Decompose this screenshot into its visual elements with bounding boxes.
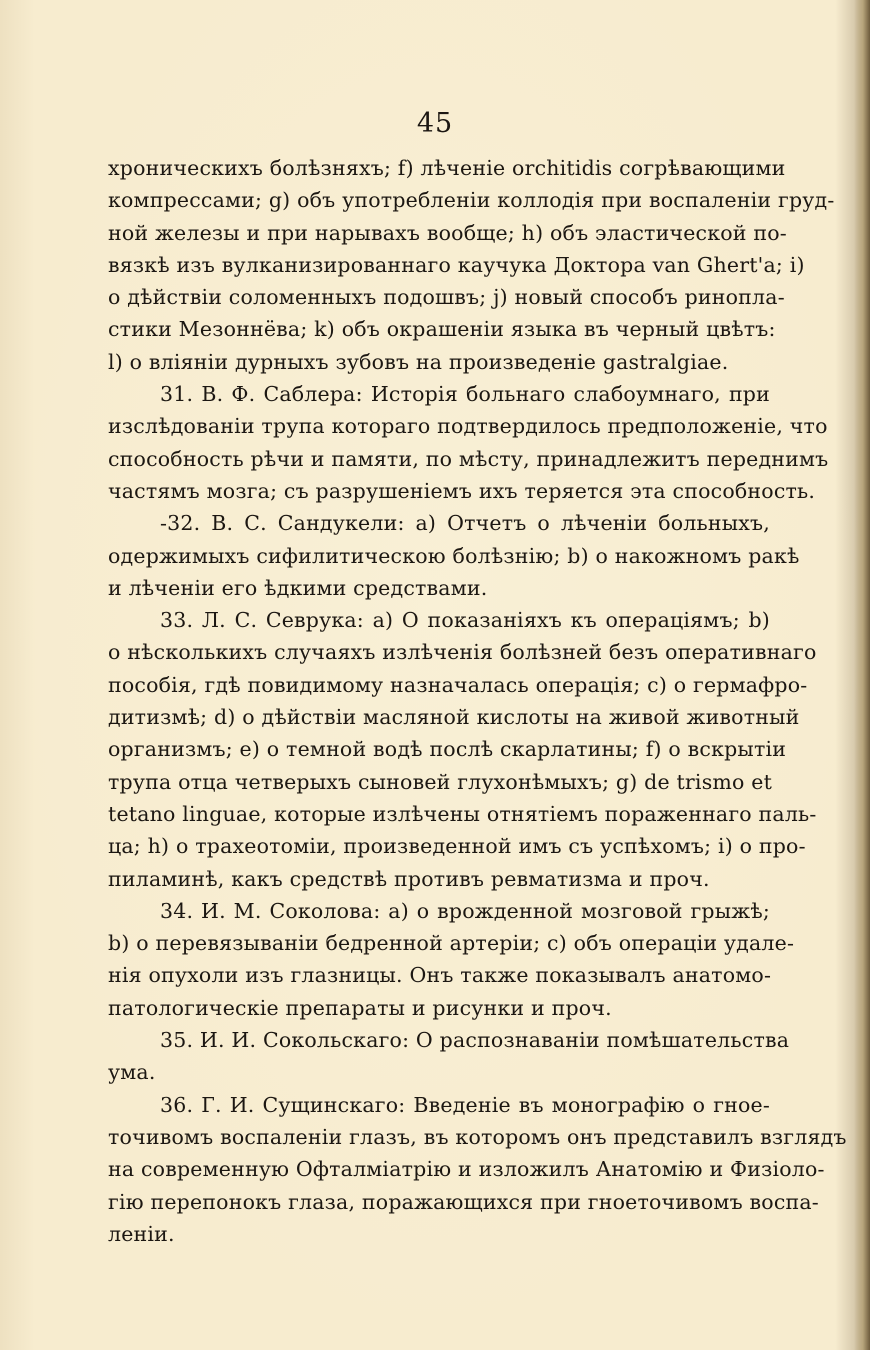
text-line: одержимыхъ сифилитическою болѣзнію; b) о накожномъ ракѣ	[108, 543, 800, 568]
text-line: леніи.	[108, 1221, 175, 1246]
text-line: хроническихъ болѣзняхъ; f) лѣченіе orchitidis согрѣвающими	[108, 156, 786, 180]
text-line: на современную Офталміатрію и изложилъ Анатомію и Физіоло-	[108, 1157, 825, 1182]
text-line: 34. И. М. Соколова: a) о врожденной мозговой грыжѣ;	[160, 898, 770, 923]
text-line: гію перепонокъ глаза, поражающихся при гноеточивомъ воспа-	[108, 1189, 819, 1214]
text-line: трупа отца четверыхъ сыновей глухонѣмыхъ; g) de trismo et	[108, 769, 773, 794]
text-line: вязкѣ изъ вулканизированнаго каучука Доктора van Ghert'a; i)	[108, 252, 805, 277]
text-line: 36. Г. И. Сущинскаго: Введеніе въ монографію о гное-	[160, 1092, 770, 1117]
text-line: дитизмѣ; d) о дѣйствіи масляной кислоты на живой животный	[108, 705, 800, 730]
text-line: точивомъ воспаленіи глазъ, въ которомъ онъ представилъ взглядъ	[108, 1124, 847, 1149]
text-line: 35. И. И. Сокольскаго: О распознаваніи помѣшательства	[160, 1028, 790, 1053]
text-line: о нѣсколькихъ случаяхъ излѣченія болѣзней безъ оперативнаго	[108, 640, 817, 665]
text-line: b) о перевязываніи бедренной артеріи; c) объ операціи удале-	[108, 931, 795, 956]
text-line: пособія, гдѣ повидимому назначалась операція; c) о гермафро-	[108, 672, 808, 697]
text-line: о дѣйствіи соломенныхъ подошвъ; j) новый способъ ринопла-	[108, 285, 785, 310]
text-line: способность рѣчи и памяти, по мѣсту, принадлежитъ переднимъ	[108, 446, 829, 471]
text-line: нія опухоли изъ глазницы. Онъ также показывалъ анатомо-	[108, 963, 772, 988]
text-line: ной железы и при нарывахъ вообще; h) объ эластической по-	[108, 220, 787, 245]
text-line: ума.	[108, 1060, 156, 1085]
text-line: компрессами; g) объ употребленіи коллодія при воспаленіи груд-	[108, 188, 835, 213]
text-line: организмъ; e) о темной водѣ послѣ скарлатины; f) о вскрытіи	[108, 737, 787, 762]
text-line: 33. Л. С. Севрука: a) О показаніяхъ къ операціямъ; b)	[160, 608, 770, 633]
text-line: патологическіе препараты и рисунки и проч.	[108, 995, 612, 1020]
body-text	[108, 152, 847, 1250]
text-line: l) о вліяніи дурныхъ зубовъ на произведеніе gastralgiae.	[108, 349, 729, 374]
text-line: частямъ мозга; съ разрушеніемъ ихъ теряется эта способность.	[108, 478, 816, 503]
text-line: -32. В. С. Сандукели: a) Отчетъ о лѣченіи больныхъ,	[160, 511, 770, 536]
page-number: 45	[416, 108, 454, 139]
text-line: пиламинѣ, какъ средствѣ противъ ревматизма и проч.	[108, 866, 710, 891]
text-line: 31. В. Ф. Саблера: Исторія больнаго слабоумнаго, при	[160, 382, 770, 407]
text-line: ца; h) о трахеотоміи, произведенной имъ съ успѣхомъ; i) о про-	[108, 834, 806, 859]
text-line: tetano linguae, которые излѣчены отнятіемъ пораженнаго паль-	[108, 801, 817, 826]
text-line: стики Мезоннёва; k) объ окрашеніи языка въ черный цвѣтъ:	[108, 317, 776, 342]
text-line: изслѣдованіи трупа котораго подтвердилось предположеніе, что	[108, 414, 828, 439]
text-line: и лѣченіи его ѣдкими средствами.	[108, 575, 488, 600]
page-edge-shadow	[854, 0, 870, 1350]
